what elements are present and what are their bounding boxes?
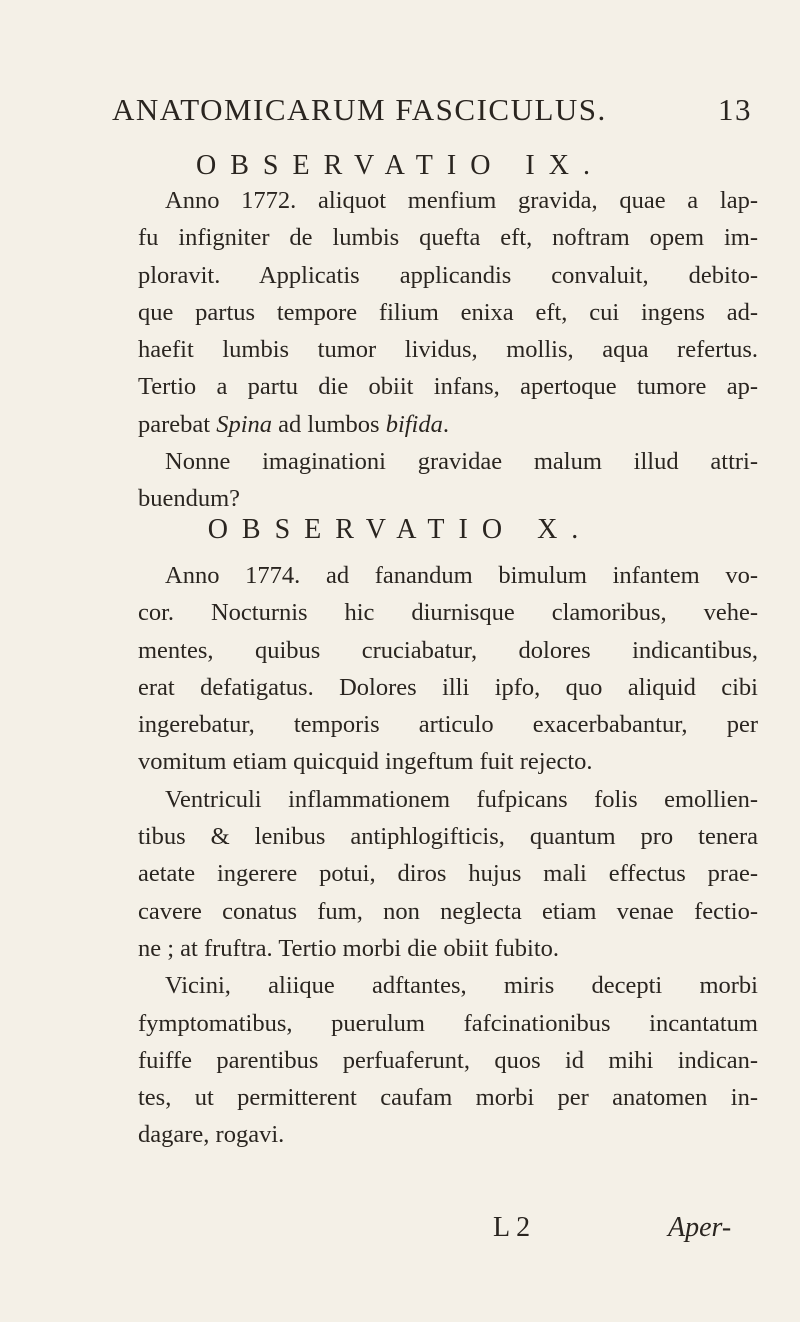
text-line: ploravit. Applicatis applicandis convaluit, debito-: [138, 261, 758, 289]
catchword: Aper-: [668, 1212, 732, 1243]
text-line: Vicini, aliique adftantes, miris decepti morbi: [165, 972, 758, 1000]
text-line: haefit lumbis tumor lividus, mollis, aqua refertus.: [138, 336, 758, 364]
text-line: vomitum etiam quicquid ingeftum fuit rejecto.: [138, 748, 593, 776]
text-line: Tertio a partu die obiit infans, apertoque tumore ap-: [138, 373, 758, 401]
italic-term: bifida: [385, 410, 443, 438]
observation-ix-body: [138, 182, 758, 518]
text-line: ingerebatur, temporis articulo exacerbabantur, per: [138, 711, 758, 739]
text-line: tes, ut permitterent caufam morbi per anatomen in-: [138, 1084, 758, 1112]
text-line: Anno 1772. aliquot menfium gravida, quae a lap-: [165, 187, 758, 214]
text-line: Anno 1774. ad fanandum bimulum infantem vo-: [165, 562, 758, 589]
observation-ix-heading: OBSERVATIO IX.: [196, 150, 604, 181]
text-segment: parebat: [138, 410, 217, 438]
observation-x-heading: OBSERVATIO X.: [207, 514, 593, 545]
text-line: [138, 406, 758, 443]
text-line: aetate ingerere potui, diros hujus mali effectus prae-: [138, 860, 758, 888]
text-line: buendum?: [138, 485, 241, 513]
text-line: fymptomatibus, puerulum fafcinationibus incantatum: [138, 1009, 758, 1037]
text-line: erat defatigatus. Dolores illi ipfo, quo aliquid cibi: [138, 673, 758, 701]
text-segment: .: [442, 410, 449, 438]
text-line: tibus & lenibus antiphlogifticis, quantum pro tenera: [138, 823, 758, 851]
text-line: Ventriculi inflammationem fufpicans folis emollien-: [165, 785, 758, 813]
observation-x-body: [138, 557, 758, 1154]
text-line: fu infigniter de lumbis quefta eft, noftram opem im-: [138, 224, 758, 252]
text-line: cavere conatus fum, non neglecta etiam venae fectio-: [138, 897, 758, 925]
text-line: ne ; at fruftra. Tertio morbi die obiit fubito.: [138, 934, 560, 962]
text-segment: ad lumbos: [272, 410, 386, 438]
running-head-title: ANATOMICARUM FASCICULUS.: [112, 92, 607, 127]
text-line: mentes, quibus cruciabatur, dolores indicantibus,: [138, 636, 758, 664]
page-number: 13: [718, 92, 752, 127]
text-line: que partus tempore filium enixa eft, cui ingens ad-: [138, 298, 758, 326]
text-line: Nonne imaginationi gravidae malum illud attri-: [165, 448, 758, 476]
running-head: [112, 92, 752, 128]
page-footer: [0, 1212, 800, 1252]
text-line: cor. Nocturnis hic diurnisque clamoribus, vehe-: [138, 599, 758, 627]
text-line: dagare, rogavi.: [138, 1121, 285, 1149]
italic-term: Spina: [216, 410, 273, 438]
signature-mark: L 2: [493, 1212, 531, 1243]
text-line: fuiffe parentibus perfuaferunt, quos id mihi indican-: [138, 1046, 758, 1074]
